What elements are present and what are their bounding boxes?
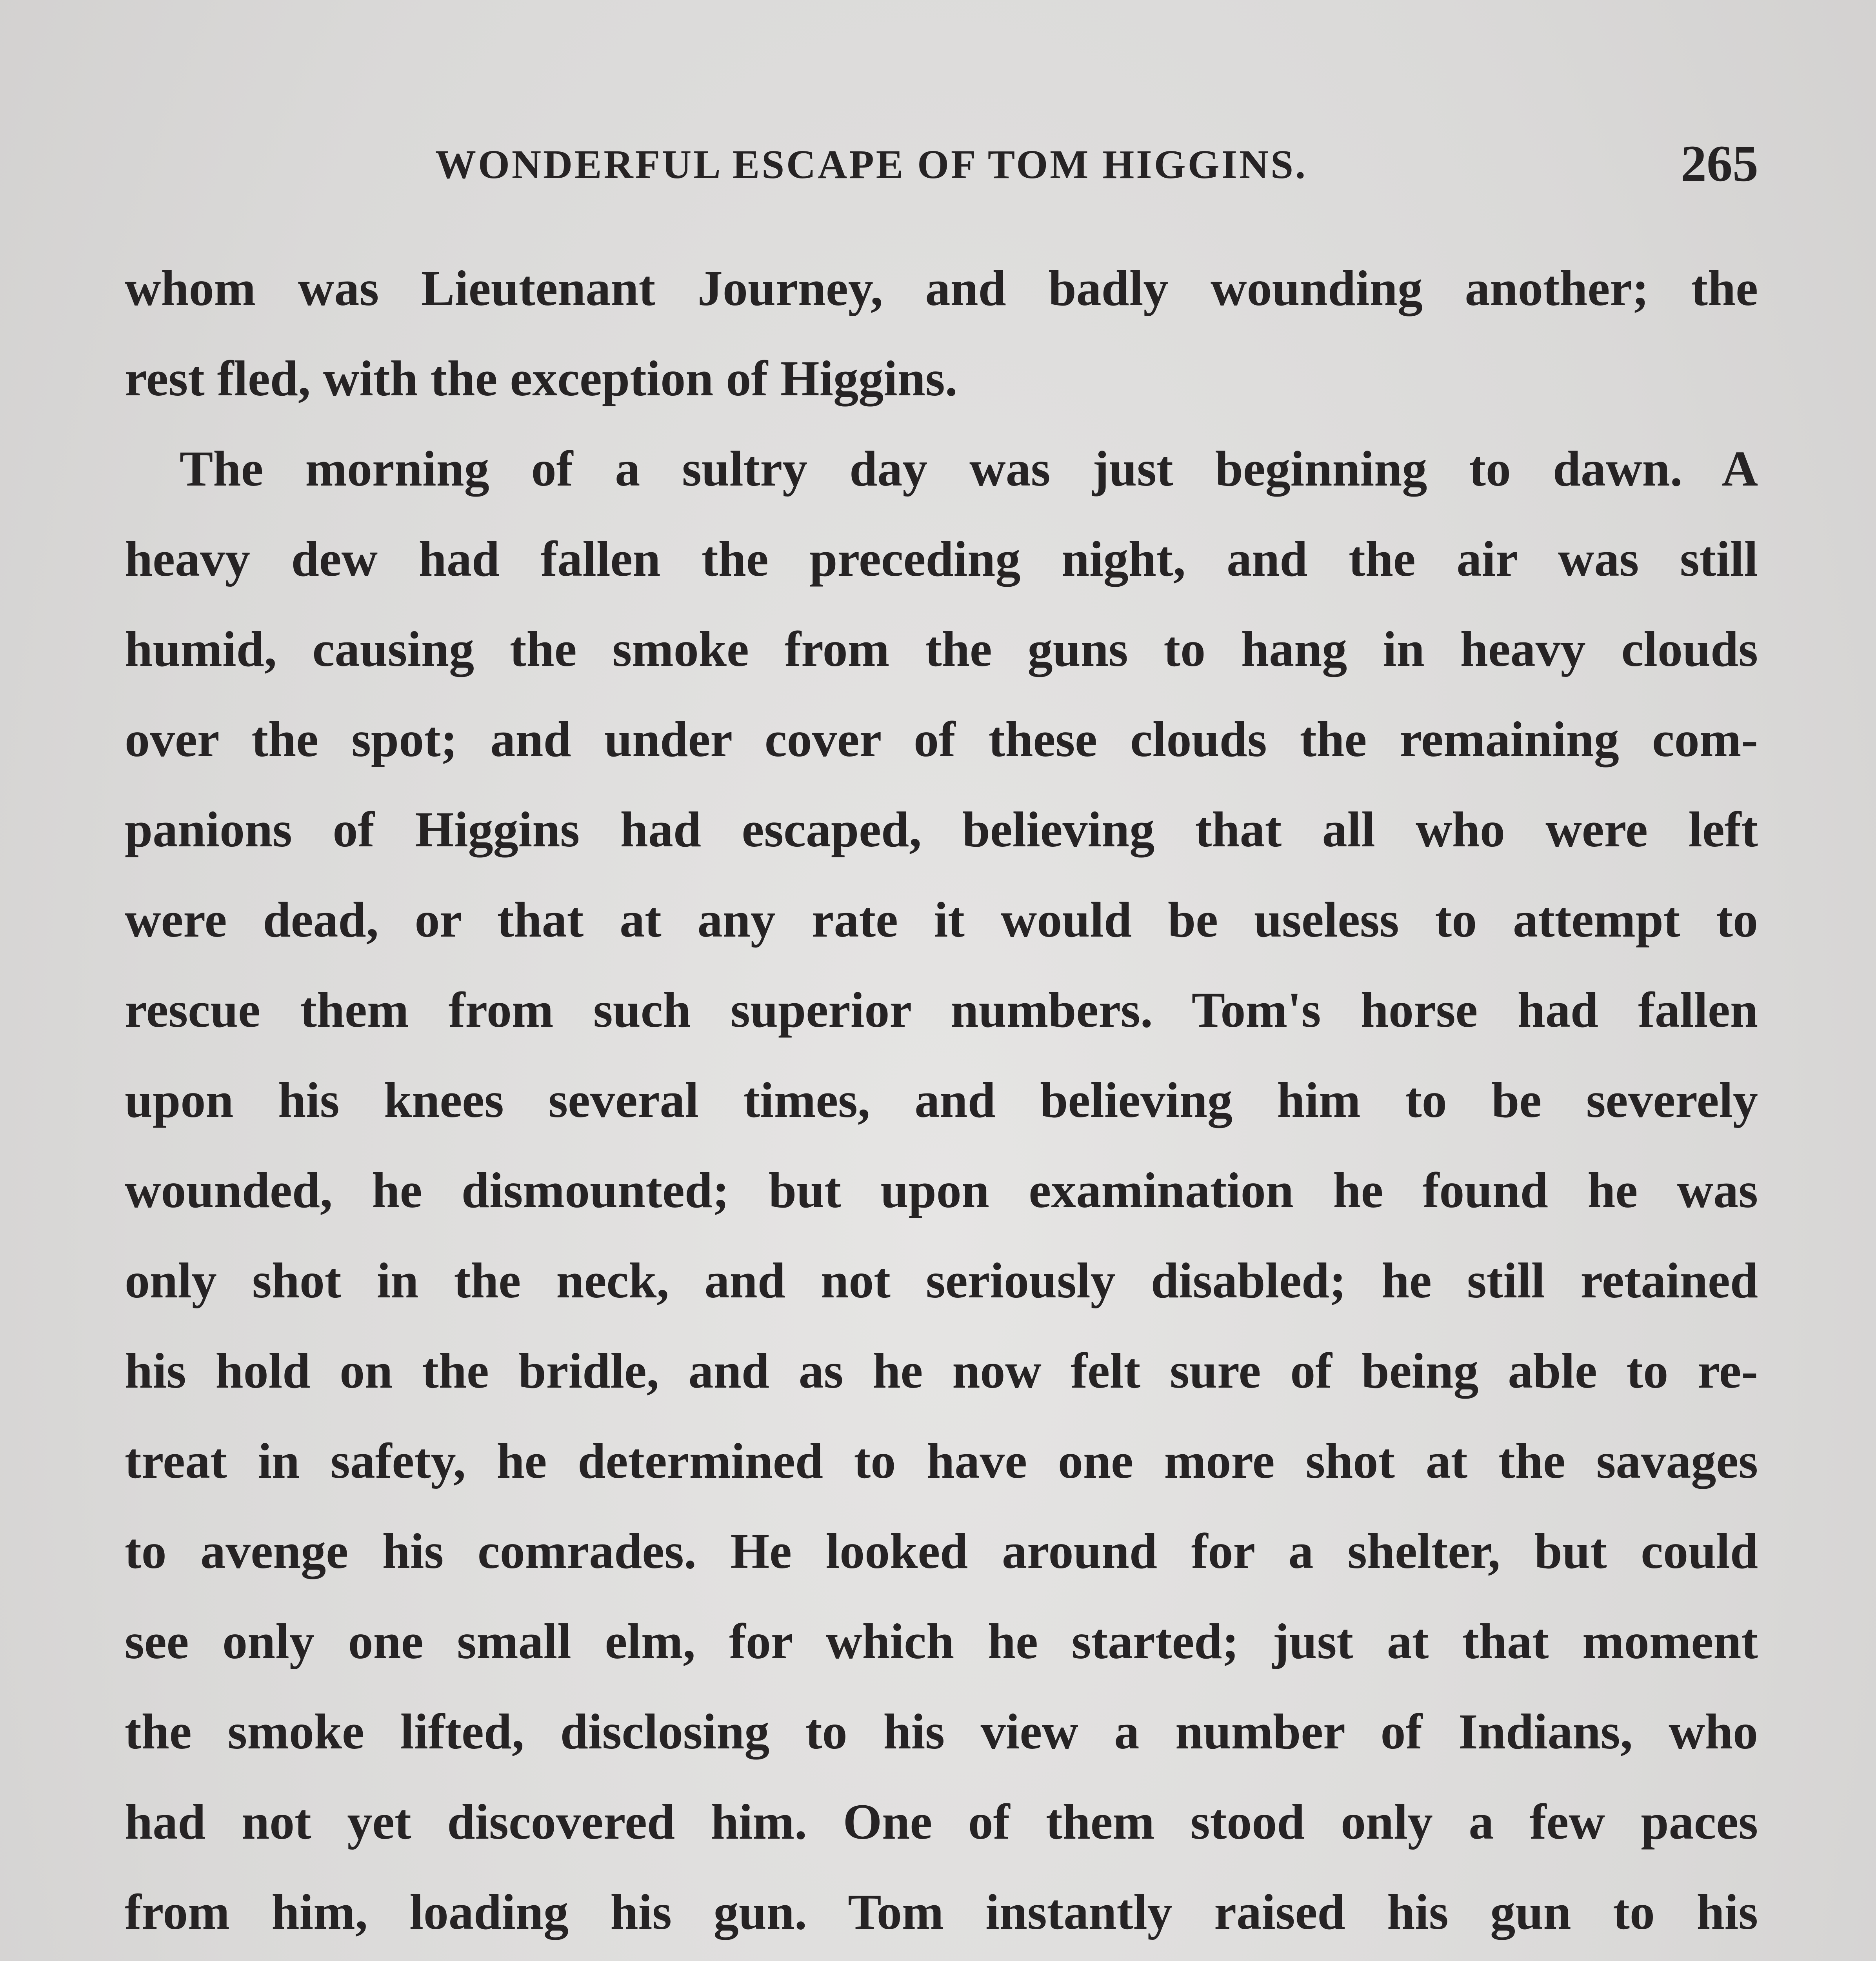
text-line: wounded, he dismounted; but upon examination he found he was <box>125 1162 1758 1218</box>
page-header <box>125 126 1758 212</box>
text-line <box>125 1957 1758 1961</box>
body-text <box>125 243 1758 1961</box>
page-number: 265 <box>1681 135 1758 192</box>
text-line: rescue them from such superior numbers. Tom's horse had fallen <box>125 982 1758 1038</box>
text-line: the smoke lifted, disclosing to his view a number of Indians, who <box>125 1704 1758 1759</box>
text-line: humid, causing the smoke from the guns to hang in heavy clouds <box>125 621 1758 677</box>
text-line: rest fled, with the exception of Higgins. <box>125 351 958 406</box>
text-line: his hold on the bridle, and as he now felt sure of being able to re- <box>125 1343 1758 1399</box>
paragraph <box>125 243 1758 424</box>
text-line: were dead, or that at any rate it would be useless to attempt to <box>125 892 1758 948</box>
text-line: The morning of a sultry day was just beginning to dawn. A <box>180 441 1758 497</box>
text-line: panions of Higgins had escaped, believing that all who were left <box>125 802 1758 857</box>
text-line: upon his knees several times, and believing him to be severely <box>125 1072 1758 1128</box>
text-line: from him, loading his gun. Tom instantly raised his gun to his <box>125 1884 1758 1940</box>
text-line: treat in safety, he determined to have one more shot at the savages <box>125 1433 1758 1489</box>
text-line: over the spot; and under cover of these clouds the remaining com- <box>125 711 1758 767</box>
text-line: heavy dew had fallen the preceding night, and the air was still <box>125 531 1758 587</box>
running-head: WONDERFUL ESCAPE OF TOM HIGGINS. <box>435 142 1307 187</box>
text-line: to avenge his comrades. He looked around for a shelter, but could <box>125 1523 1758 1579</box>
text-line: see only one small elm, for which he started; just at that moment <box>125 1614 1758 1669</box>
paragraph <box>125 424 1758 1961</box>
text-line: had not yet discovered him. One of them stood only a few paces <box>125 1794 1758 1850</box>
text-line: whom was Lieutenant Journey, and badly wounding another; the <box>125 260 1758 316</box>
text-line: only shot in the neck, and not seriously disabled; he still retained <box>125 1253 1758 1308</box>
